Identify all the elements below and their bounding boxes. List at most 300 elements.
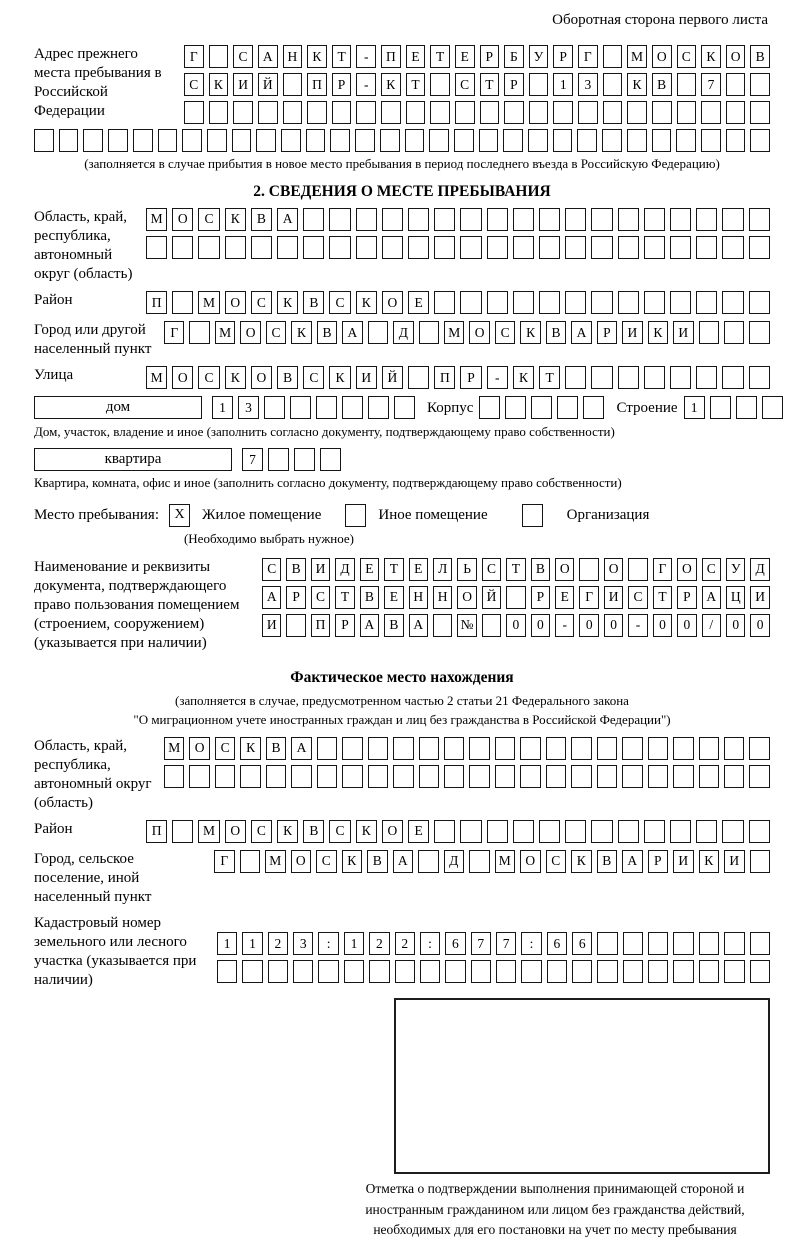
char-cell[interactable] — [506, 586, 525, 609]
char-cell[interactable] — [750, 932, 770, 955]
char-cell[interactable] — [696, 366, 717, 389]
char-cell[interactable]: 0 — [726, 614, 745, 637]
char-cell[interactable]: Р — [335, 614, 354, 637]
char-cell[interactable] — [487, 236, 508, 259]
char-cell[interactable]: Е — [409, 558, 428, 581]
char-cell[interactable] — [306, 129, 326, 152]
char-cell[interactable]: - — [356, 73, 376, 96]
char-cell[interactable] — [557, 396, 578, 419]
char-cell[interactable] — [696, 236, 717, 259]
char-cell[interactable]: 1 — [344, 932, 364, 955]
char-cell[interactable] — [565, 236, 586, 259]
char-cell[interactable] — [108, 129, 128, 152]
char-cell[interactable] — [724, 765, 744, 788]
char-cell[interactable] — [172, 291, 193, 314]
char-cell[interactable]: К — [225, 366, 246, 389]
char-cell[interactable] — [699, 737, 719, 760]
char-cell[interactable]: Р — [553, 45, 573, 68]
char-cell[interactable] — [505, 396, 526, 419]
char-cell[interactable]: С — [198, 366, 219, 389]
char-cell[interactable]: М — [265, 850, 286, 873]
char-cell[interactable]: С — [495, 321, 515, 344]
char-cell[interactable]: О — [225, 820, 246, 843]
char-cell[interactable]: - — [555, 614, 574, 637]
char-cell[interactable] — [286, 614, 305, 637]
char-cell[interactable] — [749, 321, 769, 344]
char-cell[interactable]: С — [266, 321, 286, 344]
char-cell[interactable]: О — [172, 208, 193, 231]
char-cell[interactable]: С — [455, 73, 475, 96]
char-cell[interactable]: : — [420, 932, 440, 955]
char-cell[interactable] — [487, 291, 508, 314]
char-cell[interactable]: : — [318, 932, 338, 955]
char-cell[interactable]: 7 — [701, 73, 721, 96]
char-cell[interactable] — [487, 820, 508, 843]
char-cell[interactable] — [281, 129, 301, 152]
char-cell[interactable] — [444, 737, 464, 760]
char-cell[interactable] — [434, 820, 455, 843]
char-cell[interactable] — [528, 129, 548, 152]
char-cell[interactable] — [434, 236, 455, 259]
char-cell[interactable]: Д — [335, 558, 354, 581]
char-cell[interactable]: Т — [430, 45, 450, 68]
char-cell[interactable]: В — [750, 45, 770, 68]
char-cell[interactable]: Д — [393, 321, 413, 344]
char-cell[interactable]: 0 — [579, 614, 598, 637]
char-cell[interactable]: Ц — [726, 586, 745, 609]
char-cell[interactable] — [217, 960, 237, 983]
char-cell[interactable]: 1 — [684, 396, 705, 419]
char-cell[interactable]: С — [702, 558, 721, 581]
char-cell[interactable] — [726, 129, 746, 152]
char-cell[interactable] — [418, 850, 439, 873]
char-cell[interactable]: Е — [455, 45, 475, 68]
char-cell[interactable] — [553, 129, 573, 152]
char-cell[interactable] — [673, 765, 693, 788]
char-cell[interactable]: К — [520, 321, 540, 344]
char-cell[interactable] — [623, 932, 643, 955]
char-cell[interactable]: Ь — [457, 558, 476, 581]
char-cell[interactable] — [546, 737, 566, 760]
char-cell[interactable]: У — [529, 45, 549, 68]
char-cell[interactable]: К — [209, 73, 229, 96]
char-cell[interactable] — [696, 291, 717, 314]
char-cell[interactable]: К — [307, 45, 327, 68]
char-cell[interactable] — [429, 129, 449, 152]
char-cell[interactable]: Р — [504, 73, 524, 96]
char-cell[interactable]: Е — [360, 558, 379, 581]
char-cell[interactable] — [455, 101, 475, 124]
char-cell[interactable]: Т — [384, 558, 403, 581]
char-cell[interactable]: О — [469, 321, 489, 344]
char-cell[interactable] — [513, 820, 534, 843]
char-cell[interactable] — [209, 101, 229, 124]
char-cell[interactable] — [209, 45, 229, 68]
char-cell[interactable]: О — [726, 45, 746, 68]
char-cell[interactable]: К — [356, 820, 377, 843]
char-cell[interactable] — [460, 208, 481, 231]
char-cell[interactable] — [408, 208, 429, 231]
char-cell[interactable]: О — [251, 366, 272, 389]
char-cell[interactable]: М — [146, 366, 167, 389]
char-cell[interactable] — [722, 820, 743, 843]
char-cell[interactable] — [577, 129, 597, 152]
char-cell[interactable] — [215, 765, 235, 788]
char-cell[interactable]: 3 — [578, 73, 598, 96]
char-cell[interactable]: С — [184, 73, 204, 96]
char-cell[interactable] — [482, 614, 501, 637]
char-cell[interactable] — [736, 396, 757, 419]
char-cell[interactable] — [283, 73, 303, 96]
char-cell[interactable]: В — [266, 737, 286, 760]
char-cell[interactable]: А — [277, 208, 298, 231]
char-cell[interactable]: 0 — [653, 614, 672, 637]
char-cell[interactable]: И — [262, 614, 281, 637]
char-cell[interactable] — [368, 321, 388, 344]
char-cell[interactable] — [317, 765, 337, 788]
char-cell[interactable] — [762, 396, 783, 419]
char-cell[interactable]: К — [342, 850, 363, 873]
char-cell[interactable]: 0 — [531, 614, 550, 637]
char-cell[interactable]: И — [356, 366, 377, 389]
char-cell[interactable]: И — [673, 321, 693, 344]
char-cell[interactable] — [469, 737, 489, 760]
char-cell[interactable]: О — [652, 45, 672, 68]
char-cell[interactable]: Й — [482, 586, 501, 609]
char-cell[interactable] — [749, 208, 770, 231]
char-cell[interactable] — [618, 236, 639, 259]
char-cell[interactable]: О — [604, 558, 623, 581]
char-cell[interactable]: М — [444, 321, 464, 344]
char-cell[interactable] — [380, 129, 400, 152]
char-cell[interactable] — [623, 960, 643, 983]
char-cell[interactable] — [232, 129, 252, 152]
char-cell[interactable] — [644, 291, 665, 314]
char-cell[interactable]: К — [381, 73, 401, 96]
char-cell[interactable]: К — [277, 291, 298, 314]
char-cell[interactable]: Д — [750, 558, 769, 581]
char-cell[interactable] — [539, 208, 560, 231]
char-cell[interactable] — [529, 73, 549, 96]
char-cell[interactable] — [603, 73, 623, 96]
char-cell[interactable] — [433, 614, 452, 637]
char-cell[interactable] — [479, 129, 499, 152]
char-cell[interactable] — [382, 208, 403, 231]
char-cell[interactable]: В — [251, 208, 272, 231]
char-cell[interactable] — [726, 101, 746, 124]
char-cell[interactable]: О — [189, 737, 209, 760]
char-cell[interactable] — [648, 765, 668, 788]
char-cell[interactable]: С — [215, 737, 235, 760]
char-cell[interactable]: М — [627, 45, 647, 68]
char-cell[interactable] — [430, 73, 450, 96]
char-cell[interactable] — [480, 101, 500, 124]
char-cell[interactable]: О — [382, 820, 403, 843]
char-cell[interactable]: И — [673, 850, 694, 873]
char-cell[interactable]: О — [382, 291, 403, 314]
char-cell[interactable] — [406, 101, 426, 124]
char-cell[interactable] — [251, 236, 272, 259]
char-cell[interactable]: Т — [335, 586, 354, 609]
char-cell[interactable] — [207, 129, 227, 152]
char-cell[interactable]: 3 — [238, 396, 259, 419]
char-cell[interactable] — [332, 101, 352, 124]
char-cell[interactable] — [670, 820, 691, 843]
char-cell[interactable] — [628, 558, 647, 581]
char-cell[interactable] — [724, 932, 744, 955]
char-cell[interactable] — [342, 765, 362, 788]
char-cell[interactable] — [240, 850, 261, 873]
char-cell[interactable] — [408, 366, 429, 389]
char-cell[interactable] — [644, 820, 665, 843]
char-cell[interactable] — [266, 765, 286, 788]
char-cell[interactable] — [701, 101, 721, 124]
char-cell[interactable]: К — [648, 321, 668, 344]
char-cell[interactable] — [591, 236, 612, 259]
char-cell[interactable] — [172, 820, 193, 843]
char-cell[interactable]: К — [277, 820, 298, 843]
checkbox-residential[interactable]: X — [169, 504, 190, 527]
char-cell[interactable] — [469, 765, 489, 788]
char-cell[interactable]: Т — [653, 586, 672, 609]
char-cell[interactable] — [184, 101, 204, 124]
char-cell[interactable] — [495, 765, 515, 788]
char-cell[interactable]: Р — [286, 586, 305, 609]
char-cell[interactable] — [578, 101, 598, 124]
char-cell[interactable]: А — [571, 321, 591, 344]
char-cell[interactable] — [146, 236, 167, 259]
char-cell[interactable]: Р — [332, 73, 352, 96]
char-cell[interactable] — [342, 396, 363, 419]
char-cell[interactable] — [652, 101, 672, 124]
char-cell[interactable] — [189, 765, 209, 788]
char-cell[interactable] — [724, 321, 744, 344]
char-cell[interactable] — [460, 820, 481, 843]
char-cell[interactable]: В — [531, 558, 550, 581]
char-cell[interactable]: И — [233, 73, 253, 96]
char-cell[interactable]: В — [303, 820, 324, 843]
char-cell[interactable] — [565, 208, 586, 231]
char-cell[interactable]: К — [513, 366, 534, 389]
char-cell[interactable]: 2 — [395, 932, 415, 955]
char-cell[interactable] — [722, 366, 743, 389]
char-cell[interactable] — [724, 960, 744, 983]
char-cell[interactable] — [531, 396, 552, 419]
char-cell[interactable] — [329, 208, 350, 231]
char-cell[interactable] — [242, 960, 262, 983]
char-cell[interactable] — [419, 765, 439, 788]
char-cell[interactable]: О — [291, 850, 312, 873]
char-cell[interactable]: К — [627, 73, 647, 96]
char-cell[interactable] — [342, 737, 362, 760]
char-cell[interactable]: С — [311, 586, 330, 609]
char-cell[interactable] — [368, 396, 389, 419]
char-cell[interactable] — [419, 321, 439, 344]
char-cell[interactable]: А — [342, 321, 362, 344]
char-cell[interactable]: 3 — [293, 932, 313, 955]
char-cell[interactable] — [293, 960, 313, 983]
char-cell[interactable] — [603, 45, 623, 68]
char-cell[interactable]: П — [311, 614, 330, 637]
char-cell[interactable] — [408, 236, 429, 259]
char-cell[interactable] — [750, 73, 770, 96]
char-cell[interactable]: И — [311, 558, 330, 581]
char-cell[interactable]: Е — [408, 820, 429, 843]
char-cell[interactable] — [444, 765, 464, 788]
char-cell[interactable] — [539, 236, 560, 259]
char-cell[interactable] — [670, 236, 691, 259]
char-cell[interactable] — [648, 960, 668, 983]
char-cell[interactable] — [676, 129, 696, 152]
char-cell[interactable] — [546, 765, 566, 788]
char-cell[interactable] — [591, 291, 612, 314]
char-cell[interactable]: С — [251, 820, 272, 843]
char-cell[interactable]: И — [724, 850, 745, 873]
checkbox-other-premises[interactable] — [345, 504, 366, 527]
char-cell[interactable]: 6 — [547, 932, 567, 955]
char-cell[interactable] — [303, 208, 324, 231]
char-cell[interactable] — [618, 366, 639, 389]
char-cell[interactable] — [264, 396, 285, 419]
char-cell[interactable] — [701, 129, 721, 152]
char-cell[interactable] — [749, 820, 770, 843]
char-cell[interactable] — [330, 129, 350, 152]
char-cell[interactable]: Р — [460, 366, 481, 389]
char-cell[interactable] — [579, 558, 598, 581]
char-cell[interactable] — [699, 932, 719, 955]
char-cell[interactable]: 2 — [268, 932, 288, 955]
char-cell[interactable] — [622, 765, 642, 788]
char-cell[interactable] — [381, 101, 401, 124]
char-cell[interactable] — [644, 236, 665, 259]
char-cell[interactable]: О — [172, 366, 193, 389]
char-cell[interactable]: М — [495, 850, 516, 873]
char-cell[interactable] — [434, 291, 455, 314]
char-cell[interactable]: В — [546, 321, 566, 344]
char-cell[interactable] — [240, 765, 260, 788]
char-cell[interactable] — [344, 960, 364, 983]
char-cell[interactable] — [382, 236, 403, 259]
char-cell[interactable] — [749, 737, 769, 760]
char-cell[interactable] — [597, 737, 617, 760]
char-cell[interactable] — [316, 396, 337, 419]
char-cell[interactable]: М — [215, 321, 235, 344]
char-cell[interactable]: А — [702, 586, 721, 609]
char-cell[interactable]: 6 — [445, 932, 465, 955]
char-cell[interactable]: М — [164, 737, 184, 760]
char-cell[interactable]: М — [198, 291, 219, 314]
char-cell[interactable]: 1 — [553, 73, 573, 96]
char-cell[interactable] — [602, 129, 622, 152]
char-cell[interactable] — [648, 932, 668, 955]
char-cell[interactable]: В — [277, 366, 298, 389]
char-cell[interactable] — [597, 932, 617, 955]
char-cell[interactable]: А — [262, 586, 281, 609]
char-cell[interactable] — [504, 101, 524, 124]
char-cell[interactable]: О — [520, 850, 541, 873]
char-cell[interactable] — [471, 960, 491, 983]
char-cell[interactable] — [750, 960, 770, 983]
char-cell[interactable]: Н — [283, 45, 303, 68]
char-cell[interactable]: В — [384, 614, 403, 637]
char-cell[interactable]: / — [702, 614, 721, 637]
char-cell[interactable] — [749, 765, 769, 788]
char-cell[interactable] — [294, 448, 315, 471]
char-cell[interactable] — [547, 960, 567, 983]
char-cell[interactable] — [355, 129, 375, 152]
char-cell[interactable] — [495, 737, 515, 760]
char-cell[interactable] — [565, 291, 586, 314]
char-cell[interactable] — [225, 236, 246, 259]
char-cell[interactable] — [469, 850, 490, 873]
char-cell[interactable]: П — [146, 291, 167, 314]
char-cell[interactable] — [182, 129, 202, 152]
char-cell[interactable] — [652, 129, 672, 152]
char-cell[interactable]: П — [307, 73, 327, 96]
char-cell[interactable] — [726, 73, 746, 96]
char-cell[interactable]: П — [146, 820, 167, 843]
char-cell[interactable] — [133, 129, 153, 152]
char-cell[interactable]: С — [316, 850, 337, 873]
char-cell[interactable] — [539, 820, 560, 843]
char-cell[interactable] — [268, 960, 288, 983]
char-cell[interactable]: 0 — [750, 614, 769, 637]
char-cell[interactable] — [434, 208, 455, 231]
char-cell[interactable] — [597, 765, 617, 788]
char-cell[interactable]: Й — [258, 73, 278, 96]
char-cell[interactable]: Й — [382, 366, 403, 389]
char-cell[interactable]: Е — [384, 586, 403, 609]
char-cell[interactable] — [318, 960, 338, 983]
char-cell[interactable]: 2 — [369, 932, 389, 955]
char-cell[interactable] — [529, 101, 549, 124]
char-cell[interactable] — [258, 101, 278, 124]
char-cell[interactable]: С — [233, 45, 253, 68]
char-cell[interactable] — [503, 129, 523, 152]
char-cell[interactable] — [454, 129, 474, 152]
char-cell[interactable]: Б — [504, 45, 524, 68]
char-cell[interactable]: Е — [408, 291, 429, 314]
char-cell[interactable] — [673, 737, 693, 760]
char-cell[interactable]: Г — [184, 45, 204, 68]
char-cell[interactable]: 0 — [677, 614, 696, 637]
char-cell[interactable] — [290, 396, 311, 419]
char-cell[interactable] — [677, 101, 697, 124]
char-cell[interactable]: Г — [579, 586, 598, 609]
char-cell[interactable] — [198, 236, 219, 259]
char-cell[interactable] — [393, 765, 413, 788]
char-cell[interactable] — [749, 236, 770, 259]
char-cell[interactable]: О — [555, 558, 574, 581]
char-cell[interactable] — [83, 129, 103, 152]
char-cell[interactable]: А — [409, 614, 428, 637]
char-cell[interactable]: С — [262, 558, 281, 581]
char-cell[interactable]: 0 — [506, 614, 525, 637]
char-cell[interactable]: О — [457, 586, 476, 609]
char-cell[interactable]: 7 — [471, 932, 491, 955]
char-cell[interactable]: В — [317, 321, 337, 344]
char-cell[interactable] — [699, 321, 719, 344]
char-cell[interactable]: К — [329, 366, 350, 389]
char-cell[interactable] — [356, 101, 376, 124]
char-cell[interactable] — [479, 396, 500, 419]
char-cell[interactable] — [303, 236, 324, 259]
char-cell[interactable] — [256, 129, 276, 152]
char-cell[interactable]: К — [699, 850, 720, 873]
char-cell[interactable]: В — [367, 850, 388, 873]
char-cell[interactable] — [553, 101, 573, 124]
char-cell[interactable]: С — [546, 850, 567, 873]
